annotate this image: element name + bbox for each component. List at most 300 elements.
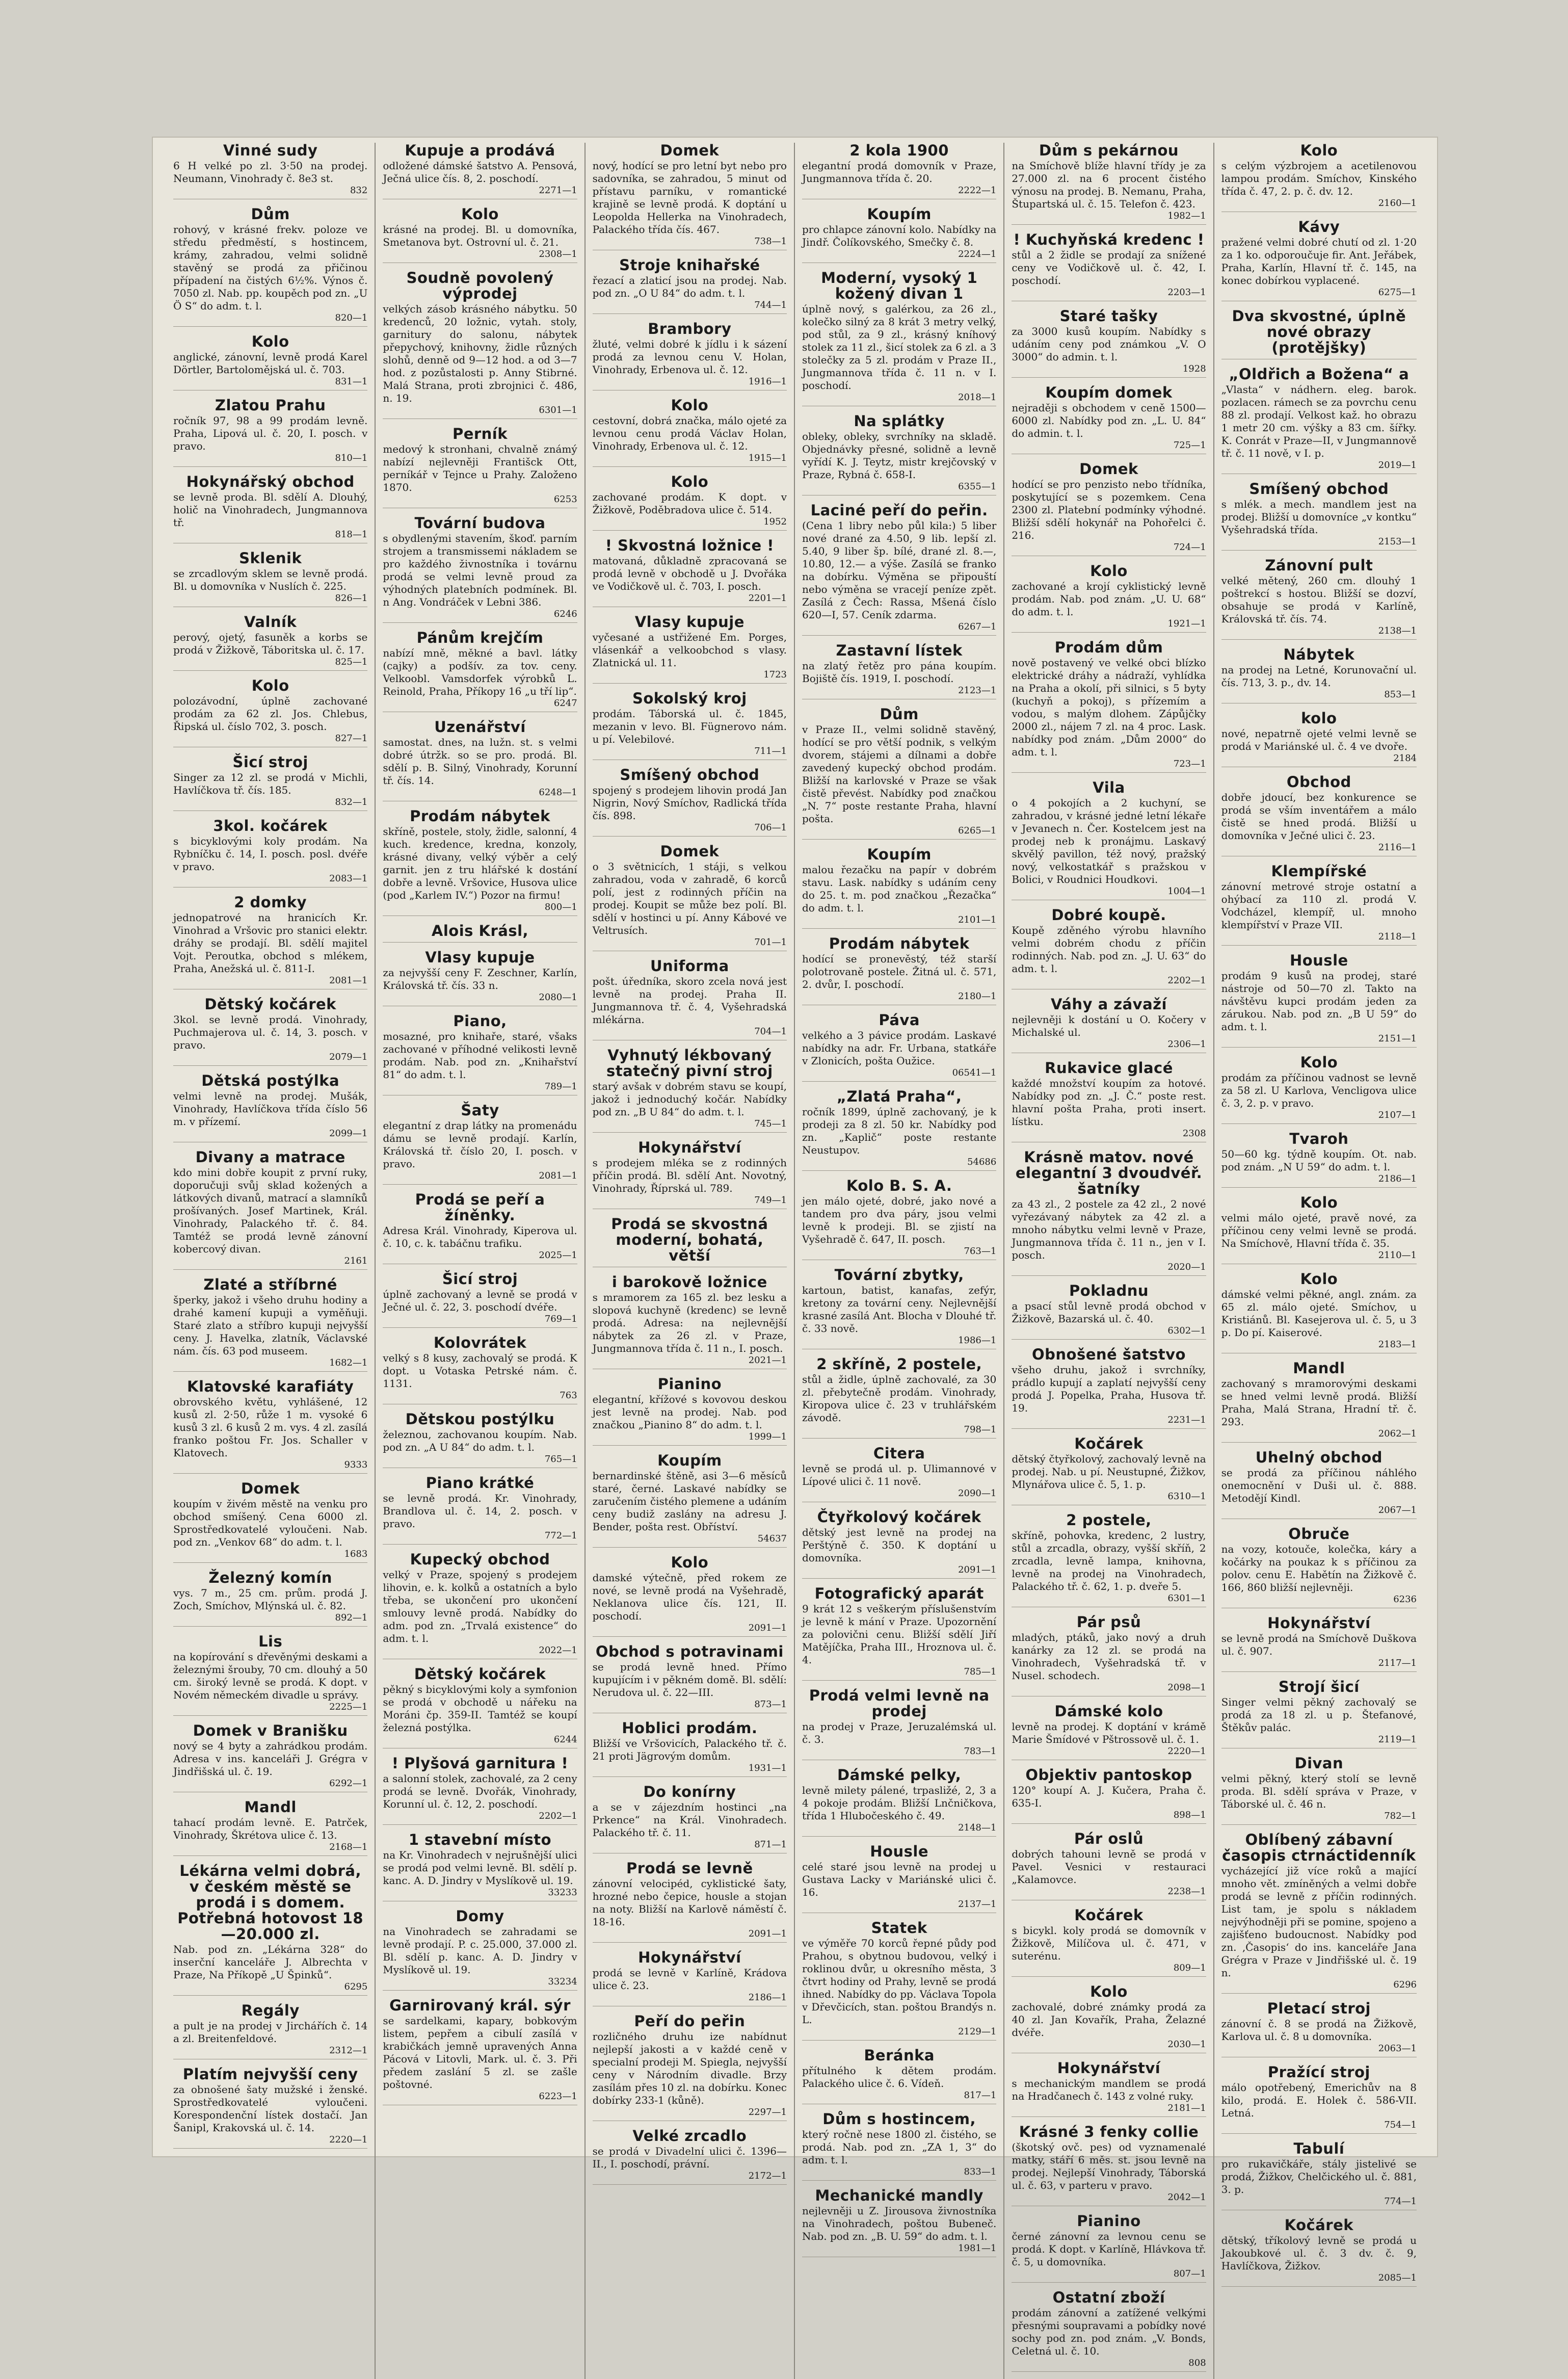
classified-ad bbox=[173, 2003, 367, 2059]
ad-heading: Lis bbox=[258, 1633, 283, 1650]
ad-text: zánovní metrové stroje ostatní a ohýbací za 110 zl. prodá V. Vodcházel, klempíř, ul. mnoho klempířství v Praze VII. bbox=[1221, 880, 1417, 931]
column-1 bbox=[166, 143, 376, 2379]
classified-ad bbox=[593, 321, 787, 390]
ad-divider bbox=[1012, 2116, 1206, 2117]
ad-divider bbox=[1012, 1339, 1206, 1340]
ad-reference-number: 825—1 bbox=[335, 657, 368, 667]
ad-divider bbox=[593, 1132, 787, 1133]
ad-text: dobře jdoucí, bez konkurence se prodá se vším inventářem a málo čistě se hned prodá. Bližší u domovníka v Ječné ulici č. 23. bbox=[1221, 791, 1417, 842]
classified-ad bbox=[1221, 953, 1417, 1048]
classified-ad bbox=[802, 1267, 996, 1349]
classified-ad bbox=[383, 143, 577, 199]
ad-reference-number: 6246 bbox=[553, 609, 577, 619]
classified-ad bbox=[593, 1376, 787, 1446]
classified-ad bbox=[1221, 1271, 1417, 1353]
ad-heading: Kolo B. S. A. bbox=[846, 1177, 952, 1194]
ad-text: úplně zachovaný a levně se prodá v Ječné ul. č. 22, 3. poschodí dvéře. bbox=[383, 1288, 577, 1313]
ad-reference-number: 800—1 bbox=[544, 902, 577, 912]
ad-divider bbox=[802, 1081, 996, 1082]
ad-divider bbox=[1012, 2371, 1206, 2372]
ad-text: skříně, pohovka, kredenc, 2 lustry, stůl a zrcadla, obrazy, vyšší skříň, 2 zrcadla, levně lampa, knihovna, levně na prodej na Vinohradech, Palackého tř. č. 62, 1. p. dveře 5. bbox=[1012, 1529, 1206, 1592]
ad-text: se levně prodá na Smíchově Duškova ul. č. 907. bbox=[1221, 1632, 1417, 1657]
ad-divider bbox=[1012, 2282, 1206, 2283]
ad-reference-number: 826—1 bbox=[335, 593, 368, 604]
ad-heading: Dámské pelky, bbox=[837, 1766, 962, 1784]
ad-heading: Kupuje a prodává bbox=[405, 142, 555, 159]
classified-ad bbox=[593, 844, 787, 951]
ad-reference-number: 2220—1 bbox=[1167, 1746, 1206, 1757]
ad-reference-number: 2063—1 bbox=[1378, 2043, 1417, 2054]
ad-text: úplně nový, s galérkou, za 26 zl., kolečko silný za 8 krát 3 metry velký, pod stůl, za 9 zl., krásný kníhový stolek za 11 zl., šicí stolek za 6 zl. a 3 stolečky za 5 zl. prodám v Praze II., Jungmannova třída č. 11 n. v I. poschodí. bbox=[802, 303, 997, 391]
ad-text: na Vinohradech se zahradami se levně prodají. P. c. 25.000, 37.000 zl. Bl. sdělí p. kanc. A. D. Jindry v Myslíkově ul. 19. bbox=[383, 1925, 577, 1976]
ad-text: velkých zásob krásného nábytku. 50 kredenců, 20 ložnic, vytah. stoly, garnitury do salonu, nábytek přepychový, knihovny, židle různých slohů, denně od 9—12 hod. a od 3—7 hod. z pozůstalosti p. Anny Stibrné. Malá Strana, proti zbrojnici č. 486, n. 19. bbox=[383, 303, 577, 404]
ad-divider bbox=[1221, 1047, 1417, 1048]
classified-ad bbox=[383, 1552, 577, 1659]
classified-ad bbox=[593, 1555, 787, 1637]
ad-heading: Domek bbox=[660, 843, 720, 860]
ad-text: na prodej na Letné, Korunovační ul. čís. 713, 3. p., dv. 14. bbox=[1221, 664, 1417, 689]
ad-heading: Uzenářství bbox=[434, 718, 526, 736]
classified-ad bbox=[383, 1103, 577, 1185]
classified-ad bbox=[173, 1570, 367, 1627]
ad-heading: kolo bbox=[1301, 710, 1337, 727]
ad-reference-number: 6295 bbox=[344, 1981, 368, 1992]
ad-heading: Moderní, vysoký 1 kožený divan 1 bbox=[821, 269, 978, 302]
classified-ad bbox=[173, 818, 367, 887]
ad-divider bbox=[1012, 1275, 1206, 1276]
ad-text: samostat. dnes, na lužn. st. s velmi dobré útržk. so se pro. prodá. Bl. sdělí p. B. Silný, Vinohrady, Korunní tř. čís. 14. bbox=[383, 736, 577, 787]
classified-ad bbox=[802, 1586, 996, 1681]
ad-heading: Dva skvostné, úplně nové obrazy (protějšky) bbox=[1232, 307, 1406, 356]
ad-heading: Železný komín bbox=[208, 1569, 332, 1586]
ad-text: vycházející již více roků a mající mnoho vět. zmíněných a velmi dobře prodá se levně z příčin rodinných. List tam, je spolu s nákladem nejvýhodněji při se pomine, spojeno a zajišťeno budoucnost. Nabídky pod zn. ‚Časopis‘ do ins. kanceláře Jana Grégra v Praze v Jindřišské ul. č. 19 n. bbox=[1221, 1865, 1417, 1979]
classified-ad bbox=[1012, 997, 1206, 1053]
ad-reference-number: 6267—1 bbox=[958, 621, 997, 632]
classified-columns bbox=[166, 142, 1424, 2368]
ad-reference-number: 701—1 bbox=[754, 937, 787, 948]
ad-heading: Kolo bbox=[251, 333, 289, 350]
ad-text: se levně proda. Bl. sdělí A. Dlouhý, holič na Vinohradech, Jungmannova tř. bbox=[173, 491, 368, 529]
ad-text: všeho druhu, jakož i svrchníky, prádlo kupují a zaplatí nejvyšší ceny prodá J. Popelka, Praha, Husova tř. 19. bbox=[1012, 1364, 1206, 1414]
ad-text: velmi málo ojeté, pravě nové, za příčinou ceny velmi levně se prodá. Na Smíchově, Hlavní třída č. 35. bbox=[1221, 1212, 1417, 1249]
ad-text: damské výtečně, před rokem ze nové, se levně prodá na Vyšehradě, Neklanova ulice čís. 121, II. poschodí. bbox=[592, 1572, 787, 1622]
classified-ad bbox=[593, 143, 787, 250]
classified-ad bbox=[593, 767, 787, 836]
ad-reference-number: 2080—1 bbox=[539, 992, 577, 1003]
ad-heading: Brambory bbox=[648, 320, 732, 337]
ad-reference-number: 2203—1 bbox=[1167, 287, 1206, 298]
ad-heading: „Zlatá Praha“, bbox=[836, 1088, 962, 1105]
classified-ad bbox=[1012, 563, 1206, 633]
ad-reference-number: 2062—1 bbox=[1378, 1428, 1417, 1439]
classified-ad bbox=[802, 206, 996, 263]
classified-ad bbox=[593, 257, 787, 314]
ad-divider bbox=[173, 1371, 367, 1372]
classified-ad bbox=[1221, 1450, 1417, 1519]
ad-text: který ročně nese 1800 zl. čistého, se prodá. Nab. pod zn. „ZA 1, 3“ do adm. t. l. bbox=[802, 2128, 997, 2166]
ad-heading: Kolo bbox=[1300, 142, 1338, 159]
ad-heading: Koupím bbox=[657, 1452, 722, 1469]
ad-heading: Sokolský kroj bbox=[632, 690, 747, 707]
ad-heading: Prodá se levně bbox=[626, 1860, 753, 1877]
ad-text: a pult je na prodej v Jirchářích č. 14 a zl. Breitenfeldové. bbox=[173, 2020, 368, 2045]
ad-heading: Hokynářství bbox=[638, 1949, 741, 1966]
ad-reference-number: 807—1 bbox=[1173, 2268, 1206, 2279]
ad-heading: Platím nejvyšší ceny bbox=[182, 2066, 358, 2083]
classified-ad bbox=[802, 1178, 996, 1260]
classified-ad bbox=[173, 1481, 367, 1563]
ad-divider bbox=[802, 635, 996, 636]
ad-reference-number: 1004—1 bbox=[1167, 886, 1206, 897]
ad-text: zánovní č. 8 se prodá na Žižkově, Karlova ul. č. 8 u domovníka. bbox=[1221, 2018, 1417, 2043]
classified-ad bbox=[802, 2188, 996, 2257]
ad-divider bbox=[593, 1547, 787, 1548]
ad-reference-number: 2202—1 bbox=[539, 1811, 577, 1821]
classified-ad bbox=[383, 1998, 577, 2105]
ad-text: cestovní, dobrá značka, málo ojeté za levnou cenu prodá Václav Holan, Vinohrady, Erbenova ul. č. 12. bbox=[592, 414, 787, 452]
ad-text: levně milety pálené, trpasližé, 2, 3 a 4 pokoje prodám. Bližší Lnčničkova, třída 1 Hlubočeského č. 49. bbox=[802, 1784, 997, 1822]
classified-ad bbox=[1012, 461, 1206, 556]
ad-text: s mlék. a mech. mandlem jest na prodej. Bližší u domovníce „v kontku“ Vyšehradská třída. bbox=[1221, 498, 1417, 536]
ad-heading: Kolo bbox=[461, 205, 499, 223]
ad-reference-number: 2181—1 bbox=[1167, 2103, 1206, 2113]
ad-heading: Divan bbox=[1294, 1755, 1344, 1772]
ad-text: Koupě zděného výrobu hlavního velmi dobrém chodu z příčin rodinných. Nab. pod zn. „J. U. 63“ do adm. t. l. bbox=[1012, 924, 1206, 975]
classified-ad bbox=[802, 1089, 996, 1171]
classified-ad bbox=[1012, 640, 1206, 773]
ad-text: ve výměře 70 korců řepné půdy pod Prahou, s obytnou budovou, velký i roklinou dvůr, u okresního města, 3 čtvrt hodiny od Prahy, levně se prodá ihned. Nabídky do pp. Václava Topola v Dřevčicích, stan. poštou Brandýs n. L. bbox=[802, 1937, 997, 2026]
classified-ad bbox=[1221, 1195, 1417, 1264]
ad-text: na kopírování s dřevěnými deskami a železnými šrouby, 70 cm. dlouhý a 50 cm. široký levně se prodá. K dopt. v Novém německém divadle u správy. bbox=[173, 1651, 368, 1701]
ad-heading: Vyhnutý lékbovaný statečný pivní stroj bbox=[606, 1047, 773, 1080]
ad-reference-number: 738—1 bbox=[754, 236, 787, 247]
classified-ad bbox=[1221, 558, 1417, 640]
ad-text: mladých, ptáků, jako nový a druh kanárky za 12 zl. se prodá na Vinohradech, Vyšehradská tř. v Nusel. schodech. bbox=[1012, 1631, 1206, 1682]
ad-divider bbox=[173, 1995, 367, 1996]
ad-text: 120° koupí A. J. Kučera, Praha č. 635-I. bbox=[1012, 1784, 1206, 1809]
ad-heading: Kolo bbox=[1090, 562, 1128, 580]
classified-ad bbox=[593, 1274, 787, 1369]
ad-reference-number: 6265—1 bbox=[958, 825, 997, 836]
ad-reference-number: 1916—1 bbox=[748, 376, 787, 387]
ad-text: černé zánovní za levnou cenu se prodá. K dopt. v Karlíně, Hlávkova tř. č. 5, u domovníka. bbox=[1012, 2230, 1206, 2268]
ad-text: o 3 světnicích, 1 stáji, s velkou zahradou, voda v zahradě, 6 korců polí, jest z rodinných příčin na prodej. Koupit se může bez polí. Bl. sdělí v hostinci u pí. Anny Kábové ve Veltrusích. bbox=[592, 860, 787, 936]
ad-heading: Prodá se peří a žíněnky. bbox=[415, 1191, 545, 1224]
ad-divider bbox=[173, 1065, 367, 1066]
classified-ad bbox=[1221, 774, 1417, 856]
ad-reference-number: 763 bbox=[560, 1390, 577, 1401]
ad-text: zachované prodám. K dopt. v Žižkově, Poděbradova ulice č. 514. bbox=[592, 491, 787, 516]
ad-heading: Pianino bbox=[1077, 2212, 1141, 2230]
ad-text: nový, hodící se pro letní byt nebo pro sadovníka, se zahradou, 5 minut od přístavu parníku, v romantické krajině se levně prodá. K doptání u Leopolda Hellerka na Vinohradech, Palackého třída čís. 467. bbox=[592, 160, 787, 236]
classified-ad bbox=[802, 1012, 996, 1082]
ad-divider bbox=[802, 1836, 996, 1837]
ad-divider bbox=[173, 1715, 367, 1716]
ad-heading: Kočárek bbox=[1074, 1906, 1144, 1924]
ad-reference-number: 2079—1 bbox=[329, 1052, 368, 1062]
ad-reference-number: 754—1 bbox=[1384, 2120, 1417, 2130]
ad-heading: Pár psů bbox=[1076, 1613, 1141, 1631]
ad-heading: Klempířské bbox=[1271, 862, 1367, 880]
ad-divider bbox=[1012, 1823, 1206, 1824]
ad-heading: Kočárek bbox=[1284, 2216, 1354, 2234]
classified-ad bbox=[593, 1861, 787, 1943]
ad-text: každé množství koupím za hotové. Nabídky pod zn. „J. Č.“ poste rest. hlavní pošta Praha, proti insert. lístku. bbox=[1012, 1077, 1206, 1128]
ad-heading: Laciné peří do peřin. bbox=[810, 502, 988, 519]
ad-text: Nab. pod zn. „Lékárna 328“ do inserční kanceláře J. Albrechta v Praze, Na Příkopě „U Špinků“. bbox=[173, 1943, 368, 1981]
ad-divider bbox=[173, 1473, 367, 1474]
ad-heading: Pokladnu bbox=[1069, 1282, 1149, 1299]
ad-reference-number: 1723 bbox=[763, 669, 787, 680]
ad-heading: 1 stavební místo bbox=[408, 1831, 552, 1848]
ad-divider bbox=[593, 466, 787, 467]
ad-heading: Koupím bbox=[867, 846, 932, 863]
ad-reference-number: 2025—1 bbox=[539, 1250, 577, 1261]
ad-divider bbox=[802, 928, 996, 929]
ad-heading: ! Plyšová garnitura ! bbox=[391, 1755, 569, 1772]
ad-reference-number: 831—1 bbox=[335, 376, 368, 387]
ad-reference-number: 2186—1 bbox=[1378, 1173, 1417, 1184]
column-6 bbox=[1214, 143, 1424, 2379]
ad-divider bbox=[593, 1636, 787, 1637]
ad-reference-number: 2118—1 bbox=[1378, 931, 1417, 942]
ad-heading: Dům bbox=[880, 705, 919, 723]
classified-ad bbox=[802, 1920, 996, 2041]
ad-reference-number: 06541—1 bbox=[952, 1067, 997, 1078]
ad-divider bbox=[802, 2040, 996, 2041]
ad-divider bbox=[383, 622, 577, 623]
ad-reference-number: 2180—1 bbox=[958, 991, 997, 1002]
ad-text: krásné na prodej. Bl. u domovníka, Smetanova byt. Ostrovní ul. č. 21. bbox=[383, 223, 577, 248]
ad-text: malou řezačku na papír v dobrém stavu. Lask. nabídky s udáním ceny do 25. t. m. pod značkou „Řezačka“ do adm. t. l. bbox=[802, 864, 997, 914]
classified-ad bbox=[383, 270, 577, 419]
ad-reference-number: 832—1 bbox=[335, 797, 368, 807]
classified-ad bbox=[173, 1723, 367, 1792]
ad-reference-number: 2042—1 bbox=[1167, 2192, 1206, 2203]
ad-heading: Divany a matrace bbox=[195, 1148, 346, 1166]
classified-ad bbox=[1012, 2124, 1206, 2206]
ad-text: dobrých tahouni levně se prodá v Pavel. Vesnici v restauraci „Kalamovce. bbox=[1012, 1848, 1206, 1886]
classified-ad bbox=[1012, 385, 1206, 454]
classified-ad bbox=[593, 2128, 787, 2185]
ad-text: za obnošené šaty mužské i ženské. Sprostředkovatelé vyloučeni. Korespondenční lístek dostačí. Jan Šanipl, Krakovská ul. č. 14. bbox=[173, 2083, 368, 2134]
ad-reference-number: 2091—1 bbox=[958, 1564, 997, 1575]
ad-text: dětský čtyřkolový, zachovalý levně na prodej. Nab. u pí. Neustupné, Žižkov, Mlynářova ulice č. 5, 1. p. bbox=[1012, 1453, 1206, 1491]
classified-ad bbox=[593, 2014, 787, 2121]
ad-text: „Vlasta“ v nádhern. eleg. barok. pozlacen. rámech se za povrchu cenu 88 zl. prodají. Velkost kaž. ho obrazu 1 metr 20 cm. výšky a 83 cm. šířky. K. Conrát v Praze—II, v Jungmannově tř. č. 11 nově, v I. p. bbox=[1221, 383, 1417, 459]
ad-heading: Domek v Branišku bbox=[193, 1722, 348, 1739]
ad-text: se prodá za příčinou náhlého onemocnění v Duši ul. č. 888. Metodějí Kindl. bbox=[1221, 1467, 1417, 1504]
ad-reference-number: 1915—1 bbox=[748, 453, 787, 463]
ad-heading: Soudně povolený výprodej bbox=[406, 269, 554, 302]
ad-heading: ! Skvostná ložnice ! bbox=[605, 537, 774, 554]
ad-reference-number: 6253 bbox=[553, 494, 577, 505]
classified-ad bbox=[1012, 1512, 1206, 1607]
ad-reference-number: 2160—1 bbox=[1378, 198, 1417, 208]
classified-ad bbox=[383, 1756, 577, 1825]
ad-heading: ! Kuchyňská kredenc ! bbox=[1013, 231, 1205, 248]
ad-heading: Objektiv pantoskop bbox=[1025, 1766, 1192, 1784]
classified-ad bbox=[1012, 907, 1206, 989]
classified-ad bbox=[1221, 367, 1417, 474]
ad-text: nové, nepatrně ojeté velmi levně se prodá v Mariánské ul. č. 4 ve dvoře. bbox=[1221, 727, 1417, 752]
ad-heading: Tovární zbytky, bbox=[834, 1266, 964, 1284]
ad-text: perový, ojetý, fasuněk a korbs se prodá v Žižkově, Táboritska ul. č. 17. bbox=[173, 631, 368, 656]
ad-reference-number: 1986—1 bbox=[958, 1335, 997, 1346]
ad-divider bbox=[1221, 1671, 1417, 1672]
ad-divider bbox=[1221, 2133, 1417, 2134]
classified-ad bbox=[1012, 1614, 1206, 1696]
ad-text: pěkný s bicyklovými koly a symfonion se prodá v obchodě u nářeku na Moráni čp. 359-II. Tamtéž se koupí železná postýlka. bbox=[383, 1683, 577, 1734]
ad-divider bbox=[1221, 945, 1417, 946]
ad-heading: Prodám dům bbox=[1054, 639, 1163, 656]
ad-heading: Ostatní zboží bbox=[1052, 2289, 1165, 2306]
ad-text: prodám za příčinou vadnost se levně za 58 zl. U Karlova, Vencligova ulice č. 3, 2. p. v pravo. bbox=[1221, 1071, 1417, 1109]
ad-reference-number: 2018—1 bbox=[958, 392, 997, 403]
ad-reference-number: 763—1 bbox=[964, 1246, 997, 1257]
ad-reference-number: 818—1 bbox=[335, 529, 368, 540]
classified-ad bbox=[593, 958, 787, 1040]
classified-ad bbox=[383, 1832, 577, 1901]
ad-heading: Dům s pekárnou bbox=[1039, 142, 1179, 159]
classified-ad bbox=[1221, 481, 1417, 551]
ad-reference-number: 2137—1 bbox=[958, 1899, 997, 1910]
ad-heading: Tabulí bbox=[1293, 2140, 1345, 2157]
ad-heading: Mandl bbox=[1293, 1360, 1345, 1377]
ad-text: pošt. úředníka, skoro zcela nová jest levně na prodej. Praha II. Jungmannova tř. č. 4, Vyšehradská mlékárna. bbox=[592, 975, 787, 1026]
ad-reference-number: 2119—1 bbox=[1378, 1734, 1417, 1745]
ad-reference-number: 2081—1 bbox=[539, 1170, 577, 1181]
ad-heading: Kolo bbox=[671, 1554, 709, 1571]
ad-reference-number: 6223—1 bbox=[539, 2091, 577, 2102]
ad-reference-number: 810—1 bbox=[335, 453, 368, 463]
ad-heading: Vinné sudy bbox=[223, 142, 318, 159]
ad-heading: Rukavice glacé bbox=[1045, 1059, 1173, 1077]
classified-ad bbox=[1012, 2060, 1206, 2117]
classified-ad bbox=[383, 1909, 577, 1991]
ad-heading: Hokynářství bbox=[1267, 1614, 1371, 1632]
ad-reference-number: 706—1 bbox=[754, 822, 787, 833]
ad-heading: Tvaroh bbox=[1289, 1130, 1349, 1147]
ad-text: levně na prodej. K doptání v krámě Marie Šmídové v Pštrossově ul. č. 1. bbox=[1012, 1720, 1206, 1745]
classified-ad bbox=[593, 1216, 787, 1267]
classified-ad bbox=[1012, 1767, 1206, 1824]
ad-reference-number: 6275—1 bbox=[1378, 287, 1417, 298]
ad-divider bbox=[593, 1776, 787, 1777]
ad-divider bbox=[173, 2148, 367, 2149]
ad-reference-number: 6236 bbox=[1393, 1594, 1417, 1605]
ad-text: 9 krát 12 s veškerým příslušenstvím je levně k mání v Praze. Upozornění za polovični cenu. Bližší sdělí Jiří Matějíčka, Praha III., Hroznova ul. č. 4. bbox=[802, 1603, 997, 1666]
ad-heading: Kolo bbox=[1090, 1983, 1128, 2000]
ad-heading: Regály bbox=[241, 2002, 300, 2019]
classified-ad bbox=[383, 1411, 577, 1468]
ad-heading: Lékárna velmi dobrá, v českém městě se prodá i s domem. Potřebná hotovost 18—20.000 zl. bbox=[177, 1862, 364, 1943]
ad-divider bbox=[1221, 1187, 1417, 1188]
ad-heading: Zlaté a stříbrné bbox=[203, 1276, 337, 1293]
ad-divider bbox=[802, 1438, 996, 1439]
classified-ad bbox=[173, 2067, 367, 2149]
ad-reference-number: 2151—1 bbox=[1378, 1033, 1417, 1044]
classified-ad bbox=[1221, 2217, 1417, 2287]
ad-reference-number: 1982—1 bbox=[1167, 211, 1206, 221]
ad-text: s mramorem za 165 zl. bez lesku a slopová kuchyně (kredenc) se levně prodá. Adresa: na nejlevnější nábytek za 26 zl. v Praze, Jungmannova třída č. 11 n., I. posch. bbox=[592, 1291, 787, 1354]
ad-reference-number: 2222—1 bbox=[958, 185, 997, 196]
ad-text: jen málo ojeté, dobré, jako nové a tandem pro dva páry, jsou velmi levně k prodeji. Bl. se zjistí na Vyšehradě č. 647, II. posch. bbox=[802, 1195, 997, 1245]
ad-heading: Na splátky bbox=[854, 412, 945, 430]
classified-ad bbox=[1012, 1060, 1206, 1142]
classified-ad bbox=[383, 923, 577, 943]
ad-reference-number: 772—1 bbox=[544, 1530, 577, 1541]
ad-divider bbox=[1012, 224, 1206, 225]
classified-ad bbox=[1221, 143, 1417, 212]
ad-text: řezací a zlaticí jsou na prodej. Nab. pod zn. „O U 84“ do adm. t. l. bbox=[592, 274, 787, 299]
ad-divider bbox=[802, 2180, 996, 2181]
ad-text: skříně, postele, stoly, židle, salonní, 4 kuch. kredence, kredna, konzoly, krásné divany, velký výběr a celý garnit. jen z tru hlářské k dostání dobře a levně. Vršovice, Husova ulice (pod „Karlem IV.“) Pozor na firmu! bbox=[383, 825, 577, 901]
ad-heading: Velké zrcadlo bbox=[632, 2127, 747, 2145]
ad-heading: Dům bbox=[251, 205, 290, 223]
ad-reference-number: 769—1 bbox=[544, 1314, 577, 1324]
classified-ad bbox=[173, 1149, 367, 1270]
ad-text: na vozy, kotouče, kolečka, káry a kočárky na poukaz k s příčinou za polov. cenu E. Habětín na Žižkově č. 166, 860 bližší nejlevněji. bbox=[1221, 1543, 1417, 1593]
ad-heading: Kolo bbox=[671, 397, 709, 414]
classified-ad bbox=[173, 143, 367, 199]
ad-divider bbox=[593, 1942, 787, 1943]
ad-heading: Zastavní lístek bbox=[836, 642, 963, 659]
ad-reference-number: 2091—1 bbox=[748, 1623, 787, 1633]
ad-reference-number: 2186—1 bbox=[748, 1992, 787, 2003]
ad-heading: 2 kola 1900 bbox=[849, 142, 949, 159]
ad-reference-number: 853—1 bbox=[1384, 689, 1417, 700]
ad-divider bbox=[802, 1680, 996, 1681]
ad-text: o 4 pokojích a 2 kuchyní, se zahradou, v krásné jedné letní lékaře v Jevanech n. Čer. Kostelcem jest na prodej neb k pronájmu. Laskavý skvělý pavillon, též nový, pražský nový, velkostatkář s pražskou v Bolici, v Roudnici Houdkovi. bbox=[1012, 797, 1206, 885]
classified-ad bbox=[802, 1509, 996, 1579]
ad-text: zánovní velocipéd, cyklistické šaty, hrozné nebo čepice, housle a stojan na noty. Bližší na Karlově náměstí č. 18-16. bbox=[592, 1877, 787, 1928]
ad-text: velkého a 3 pávice prodám. Laskavé nabídky na adr. Fr. Urbana, statkáře v Zlonicích, pošta Oužice. bbox=[802, 1029, 997, 1067]
classified-ad bbox=[383, 1335, 577, 1404]
ad-divider bbox=[1012, 632, 1206, 633]
classified-ad bbox=[1221, 1615, 1417, 1672]
ad-divider bbox=[173, 1269, 367, 1270]
classified-ad bbox=[1012, 308, 1206, 378]
classified-ad bbox=[1221, 2141, 1417, 2210]
classified-ad bbox=[383, 719, 577, 801]
ad-heading: Kupecký obchod bbox=[410, 1551, 550, 1568]
ad-reference-number: 2161 bbox=[344, 1256, 368, 1266]
classified-ad bbox=[383, 1192, 577, 1264]
ad-heading: Housle bbox=[870, 1843, 929, 1860]
classified-ad bbox=[593, 474, 787, 531]
ad-heading: 2 domky bbox=[234, 894, 307, 911]
classified-ad bbox=[802, 643, 996, 699]
classified-ad bbox=[802, 707, 996, 840]
ad-heading: Domek bbox=[241, 1480, 300, 1497]
ad-text: matovaná, důkladně zpracovaná se prodá levně v obchodě u J. Dvořáka ve Vodičkově ul. č. 703, I. posch. bbox=[592, 555, 787, 592]
ad-heading: 2 postele, bbox=[1066, 1511, 1152, 1529]
classified-ad bbox=[593, 691, 787, 760]
ad-divider bbox=[173, 1855, 367, 1856]
ad-reference-number: 2271—1 bbox=[539, 185, 577, 196]
ad-divider bbox=[802, 839, 996, 840]
ad-text: kdo mini dobře koupit z první ruky, doporučuji svůj sklad kožených a látkových divanů, matrací a slamníků prošívaných. Josef Martinek, Král. Vinohrady, Palackého tř. č. 84. Tamtéž se prodá levně zánovní kobercový divan. bbox=[173, 1166, 368, 1255]
ad-heading: i barokově ložnice bbox=[612, 1273, 767, 1291]
classified-ad bbox=[173, 1073, 367, 1142]
classified-ad bbox=[1012, 1436, 1206, 1505]
ad-text: v Praze II., velmi solidně stavěný, hodící se pro větší podnik, s velkým dvorem, stájemi a dílnami a dobře zavedený kupecký obchod prodám. Bližší na karlovské v Praze se však čistě převést. Nabídky pod značkou „N. 7“ poste restante Praha, hlavní pošta. bbox=[802, 723, 997, 825]
ad-heading: Uniforma bbox=[650, 957, 729, 975]
ad-heading: Vlasy kupuje bbox=[425, 949, 535, 966]
ad-reference-number: 2022—1 bbox=[539, 1645, 577, 1656]
ad-text: nejraději s obchodem v ceně 1500—6000 zl. Nabídky pod zn. „L. U. 84“ do admin. t. l. bbox=[1012, 402, 1206, 439]
